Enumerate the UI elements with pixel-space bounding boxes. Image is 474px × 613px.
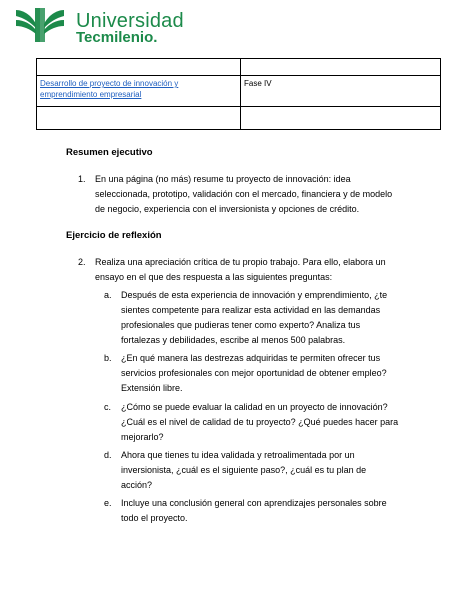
sublist-item-text: inversionista, ¿cuál es el siguiente paso?, ¿cuál es tu plan de: [121, 465, 367, 475]
phase-cell: Fase IV: [241, 76, 441, 107]
list-item-text: En una página (no más) resume tu proyecto de innovación: idea: [95, 174, 351, 184]
sublist-item-text: Ahora que tienes tu idea validada y retroalimentada por un: [121, 450, 355, 460]
list-number: 1.: [78, 174, 86, 184]
list-item-text: seleccionada, prototipo, validación con el mercado, financiera y de modelo: [95, 189, 393, 199]
sublist-letter: e.: [104, 498, 112, 508]
sublist-item-text: todo el proyecto.: [121, 513, 188, 523]
sublist-item-text: profesionales que pudieras tener como experto? Analiza tus: [121, 320, 361, 330]
sublist-letter: b.: [104, 353, 112, 363]
sublist-item-text: acción?: [121, 480, 153, 490]
logo-text-universidad: Universidad: [76, 10, 184, 32]
sublist-item-text: ¿Cuál es el nivel de calidad de tu proyecto? ¿Qué puedes hacer para: [121, 417, 399, 427]
list-item-text: de negocio, experiencia con el inversionista y opciones de crédito.: [95, 204, 360, 214]
sublist-item-text: sientes competente para realizar esta actividad en las demandas: [121, 305, 381, 315]
logo-text-dot: .: [153, 29, 158, 46]
sublist-item-text: Incluye una conclusión general con aprendizajes personales sobre: [121, 498, 387, 508]
course-name-link[interactable]: Desarrollo de proyecto de innovación y emprendimiento empresarial: [40, 79, 179, 99]
sublist-item-text: ¿En qué manera las destrezas adquiridas te permiten ofrecer tus: [121, 353, 381, 363]
sublist-letter: c.: [104, 402, 112, 412]
list-item-text: ensayo en el que des respuesta a las siguientes preguntas:: [95, 272, 333, 282]
list-item-text: Realiza una apreciación crítica de tu propio trabajo. Para ello, elabora un: [95, 257, 386, 267]
sublist-item-text: Extensión libre.: [121, 383, 183, 393]
sublist-letter: d.: [104, 450, 112, 460]
sublist-item-text: ¿Cómo se puede evaluar la calidad en un proyecto de innovación?: [121, 402, 388, 412]
section-heading-reflexion: Ejercicio de reflexión: [66, 230, 162, 241]
logo-text-tecmilenio-word: Tecmilenio: [76, 29, 154, 46]
sublist-item-text: mejorarlo?: [121, 432, 164, 442]
sublist-letter: a.: [104, 290, 112, 300]
sublist-item-text: servicios profesionales con mejor oportunidad de obtener empleo?: [121, 368, 387, 378]
sublist-item-text: Después de esta experiencia de innovación y emprendimiento, ¿te: [121, 290, 388, 300]
section-heading-resumen: Resumen ejecutivo: [66, 147, 153, 158]
list-number: 2.: [78, 257, 86, 267]
sublist-item-text: fortalezas y debilidades, escribe al menos 500 palabras.: [121, 335, 346, 345]
